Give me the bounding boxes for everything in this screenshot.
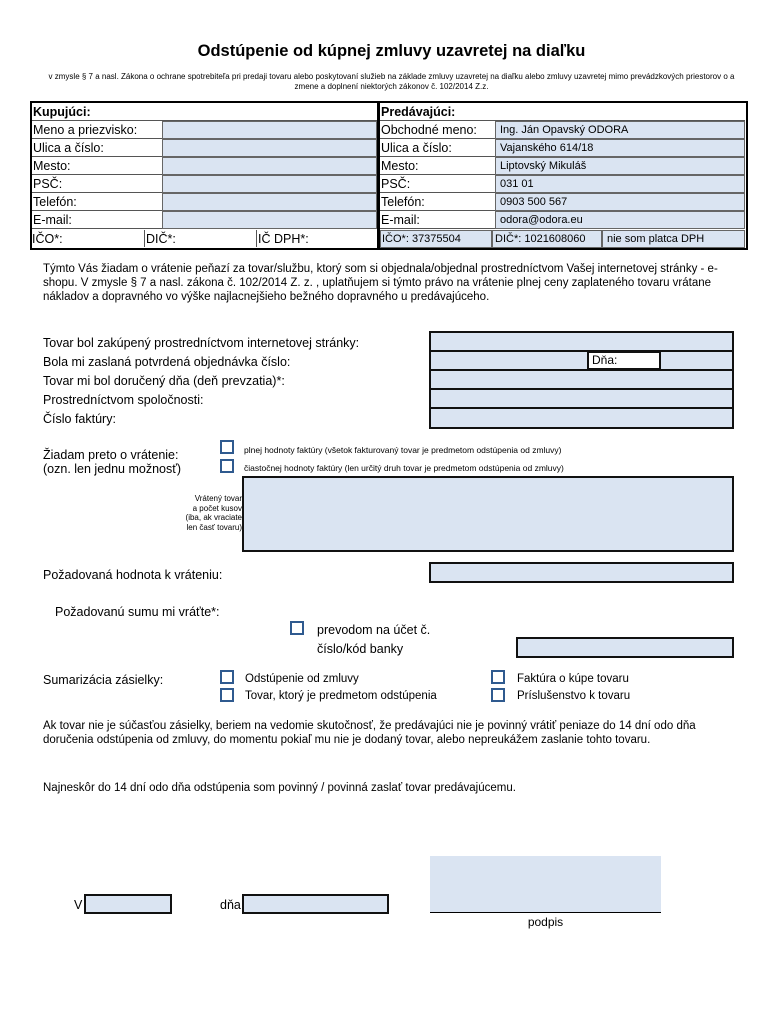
buyer-street-label: Ulica a číslo: (32, 139, 162, 157)
intro-text: Týmto Vás žiadam o vrátenie peňazí za tovar/službu, ktorý som si objednala/objednal prostredníctvom Vašej internetovej stránky - e-shopu. V zmysle § 7 a nasl. zákona č. 102/2014 Z. z. , uplatňujem si týmto právo na vrátenie plnej ceny zaplateného tovaru vrátane nákladov a dopravného vo výške najlacnejšieho bežného dopravného u predávajúceho. (43, 263, 718, 303)
delivery-date-field[interactable] (429, 369, 734, 390)
request-hint: (ozn. len jednu možnosť) (43, 462, 182, 476)
seller-dic: DIČ*: 1021608060 (492, 230, 602, 248)
account-number-field[interactable] (516, 637, 734, 658)
amount-label: Požadovaná hodnota k vráteniu: (43, 568, 223, 582)
seller-header: Predávajúci: (380, 103, 745, 121)
buyer-phone-label: Telefón: (32, 193, 162, 211)
amount-field[interactable] (429, 562, 734, 583)
order-date-label: Dňa: (587, 351, 661, 370)
shipment-label: Sumarizácia zásielky: (43, 673, 164, 687)
buyer-street-field[interactable] (162, 139, 377, 157)
return-sum-label: Požadovanú sumu mi vráťte*: (55, 605, 220, 619)
buyer-header: Kupujúci: (32, 103, 377, 121)
seller-psc-label: PSČ: (380, 175, 495, 193)
seller-street-label: Ulica a číslo: (380, 139, 495, 157)
delivered-label: Tovar mi bol doručený dňa (deň prevzatia)*: (43, 374, 285, 388)
buyer-city-label: Mesto: (32, 157, 162, 175)
request-label: Žiadam preto o vrátenie: (43, 448, 179, 462)
seller-vat-note: nie som platca DPH (602, 230, 745, 248)
returned-goods-label: Vrátený tovar a počet kusov (iba, ak vraciate len časť tovaru) (185, 494, 242, 532)
shipment-withdrawal-checkbox[interactable] (220, 670, 234, 684)
seller-email-value: odora@odora.eu (495, 211, 745, 229)
invoice-label: Číslo faktúry: (43, 412, 116, 426)
bank-transfer-label: prevodom na účet č. (317, 623, 431, 637)
order-number-field[interactable] (429, 350, 734, 371)
page-subtitle: v zmysle § 7 a nasl. Zákona o ochrane spotrebiteľa pri predaji tovaru alebo poskytovaní služieb na základe zmluvy uzavretej na diaľku alebo zmluvy uzavretej mimo prevádzkových priestorov o a zmene a doplnení niektorých zákonov č. 102/2014 Z.z. (48, 72, 735, 91)
buyer-icdph-label: IČ DPH*: (258, 232, 309, 246)
company-field[interactable] (429, 388, 734, 409)
signature-field[interactable] (430, 856, 661, 913)
date-field[interactable] (242, 894, 389, 914)
shipment-invoice-label: Faktúra o kúpe tovaru (517, 673, 629, 685)
partial-refund-checkbox[interactable] (220, 459, 234, 473)
shipment-goods-label: Tovar, ktorý je predmetom odstúpenia (245, 690, 437, 702)
shipment-invoice-checkbox[interactable] (491, 670, 505, 684)
via-company-label: Prostredníctvom spoločnosti: (43, 393, 204, 407)
bank-code-label: číslo/kód banky (317, 642, 404, 656)
buyer-psc-label: PSČ: (32, 175, 162, 193)
buyer-name-label: Meno a priezvisko: (32, 121, 162, 139)
seller-phone-value: 0903 500 567 (495, 193, 745, 211)
buyer-phone-field[interactable] (162, 193, 377, 211)
returned-goods-field[interactable] (242, 476, 734, 552)
purchased-via-label: Tovar bol zakúpený prostredníctvom internetovej stránky: (43, 336, 360, 350)
shipment-accessories-label: Príslušenstvo k tovaru (517, 690, 631, 702)
buyer-ico-label: IČO*: (32, 232, 63, 246)
invoice-field[interactable] (429, 407, 734, 429)
shipment-withdrawal-label: Odstúpenie od zmluvy (245, 673, 359, 685)
seller-city-value: Liptovský Mikuláš (495, 157, 745, 175)
buyer-psc-field[interactable] (162, 175, 377, 193)
deadline-text: Najneskôr do 14 dní odo dňa odstúpenia som povinný / povinná zaslať tovar predávajúcemu. (43, 782, 516, 794)
shipment-goods-checkbox[interactable] (220, 688, 234, 702)
buyer-name-field[interactable] (162, 121, 377, 139)
full-refund-label: plnej hodnoty faktúry (všetok fakturovaný tovar je predmetom odstúpenia od zmluvy) (244, 445, 562, 455)
date-label: dňa (220, 898, 241, 912)
page-title: Odstúpenie od kúpnej zmluvy uzavretej na diaľku (197, 42, 586, 60)
seller-street-value: Vajanského 614/18 (495, 139, 745, 157)
seller-ico: IČO*: 37375504 (380, 230, 492, 248)
partial-refund-label: čiastočnej hodnoty faktúry (len určitý druh tovar je predmetom odstúpenia od zmluvy) (244, 463, 564, 473)
seller-city-label: Mesto: (380, 157, 495, 175)
buyer-email-label: E-mail: (32, 211, 162, 229)
shipment-accessories-checkbox[interactable] (491, 688, 505, 702)
place-field[interactable] (84, 894, 172, 914)
seller-name-label: Obchodné meno: (380, 121, 495, 139)
place-label: V (74, 898, 83, 912)
signature-line (430, 912, 661, 913)
signature-label: podpis (527, 915, 564, 929)
seller-name-value: Ing. Ján Opavský ODORA (495, 121, 745, 139)
buyer-city-field[interactable] (162, 157, 377, 175)
confirmation-label: Bola mi zaslaná potvrdená objednávka číslo: (43, 355, 291, 369)
buyer-email-field[interactable] (162, 211, 377, 229)
seller-email-label: E-mail: (380, 211, 495, 229)
full-refund-checkbox[interactable] (220, 440, 234, 454)
divider (144, 230, 145, 247)
seller-psc-value: 031 01 (495, 175, 745, 193)
parties-table (30, 101, 748, 250)
bank-transfer-checkbox[interactable] (290, 621, 304, 635)
seller-phone-label: Telefón: (380, 193, 495, 211)
divider (256, 230, 257, 247)
buyer-dic-label: DIČ*: (146, 232, 176, 246)
website-field[interactable] (429, 331, 734, 352)
notice-text: Ak tovar nie je súčasťou zásielky, beriem na vedomie skutočnosť, že predávajúci nie je povinný vrátiť peniaze do 14 dní odo dňa doručenia odstúpenia od zmluvy, do momentu pokiaľ mu nie je dodaný tovar, alebo nepreukážem zaslanie tohto tovaru. (43, 720, 696, 746)
